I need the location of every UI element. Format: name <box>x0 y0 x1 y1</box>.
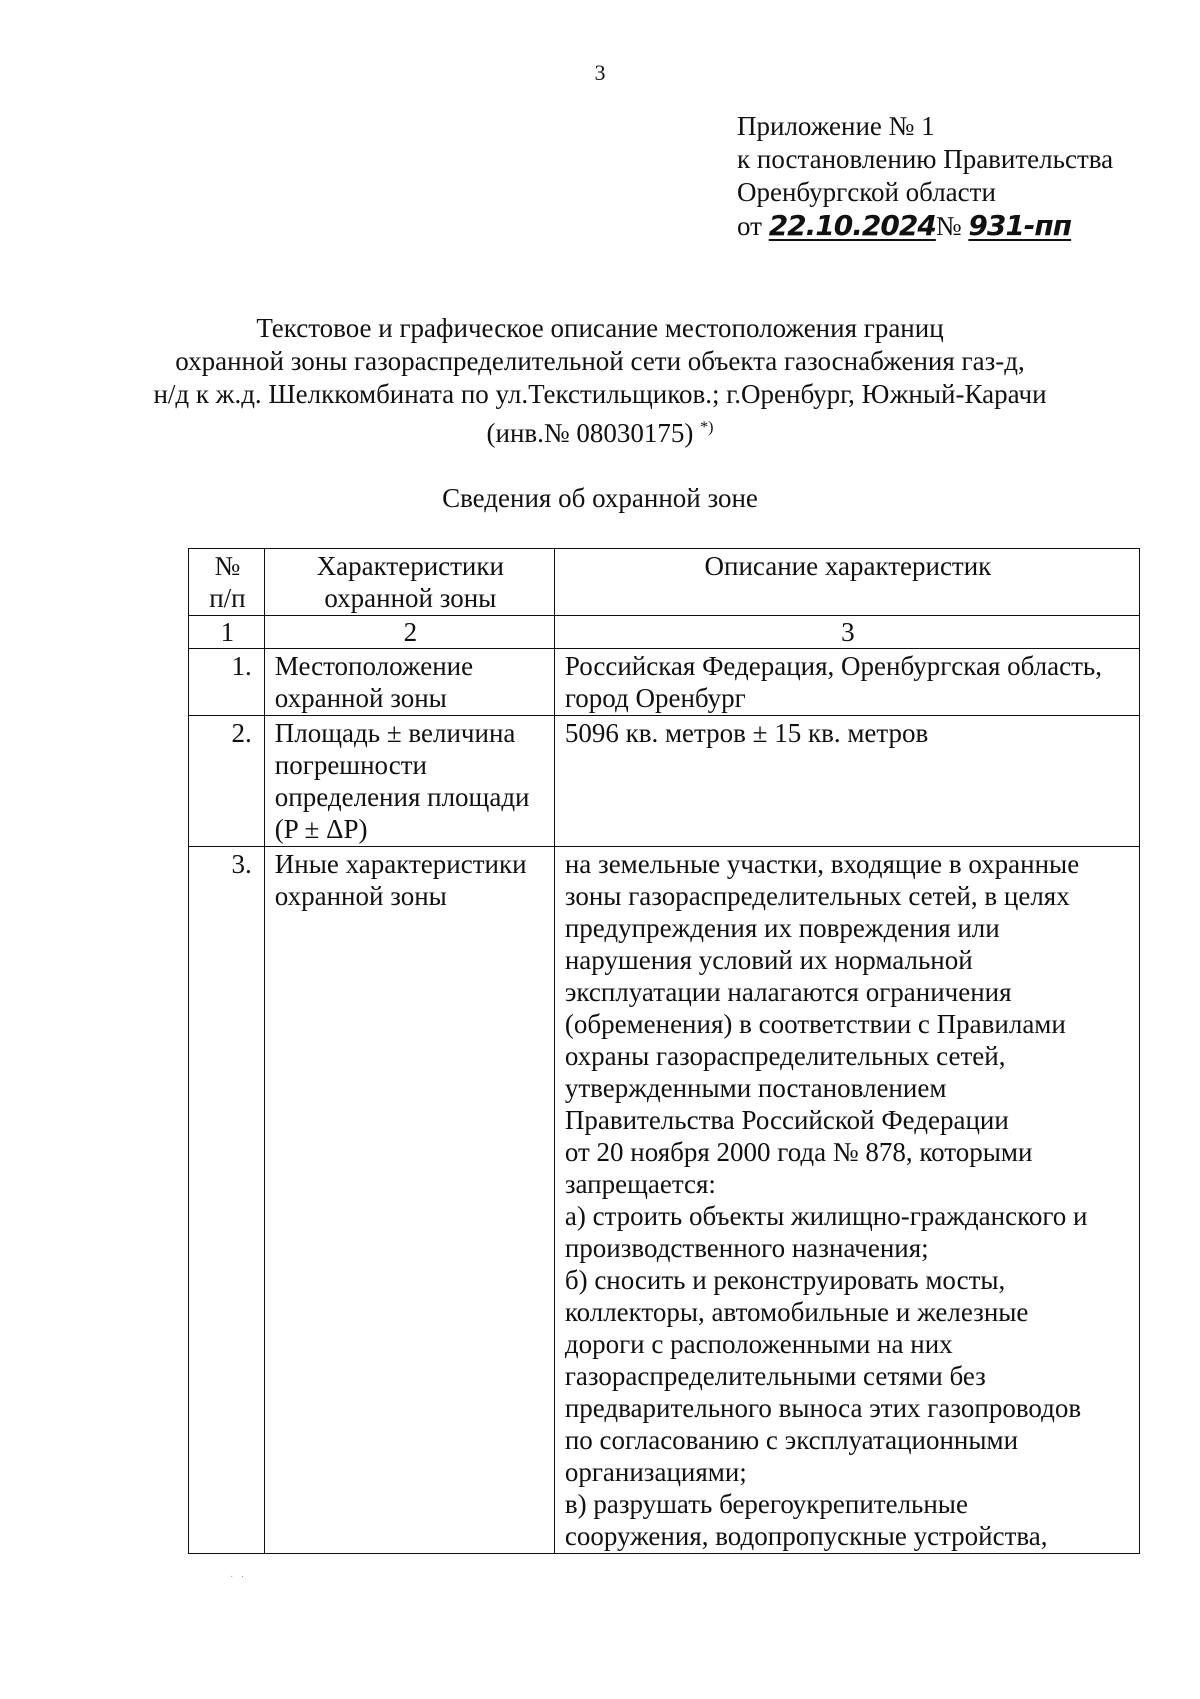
description-line: предварительного выноса этих газопроводов <box>564 1393 1082 1423</box>
row-description <box>554 649 1139 716</box>
description-line: газораспределительными сетями без <box>564 1361 986 1391</box>
description-line: дороги с расположенными на них <box>564 1329 953 1359</box>
document-title <box>0 312 1200 450</box>
column-number-3: 3 <box>554 616 1139 649</box>
title-line-4 <box>0 411 1200 450</box>
date-prefix: от <box>737 211 762 241</box>
table-row <box>189 716 1140 847</box>
row-characteristic <box>264 649 554 716</box>
description-line: утвержденными постановлением <box>564 1073 947 1103</box>
title-line-3: н/д к ж.д. Шелккомбината по ул.Текстильщиков.; г.Оренбург, Южный-Карачи <box>153 379 1047 409</box>
title-line-2: охранной зоны газораспределительной сети объекта газоснабжения газ-д, <box>175 346 1025 376</box>
appendix-date-line <box>737 209 1113 243</box>
description-line: а) строить объекты жилищно-гражданского и <box>564 1201 1088 1231</box>
description-line: Российская Федерация, Оренбургская область, <box>564 651 1102 681</box>
footnote-mark: *) <box>700 419 714 436</box>
description-line: зоны газораспределительных сетей, в целях <box>564 881 1070 911</box>
description-line: Правительства Российской Федерации <box>564 1105 1009 1135</box>
column-numbers-row <box>189 616 1140 649</box>
appendix-line-3: Оренбургской области <box>737 177 996 207</box>
appendix-block <box>737 110 1113 243</box>
section-subtitle: Сведения об охранной зоне <box>442 483 758 513</box>
description-line: эксплуатации налагаются ограничения <box>564 977 1012 1007</box>
title-line-1: Текстовое и графическое описание местоположения границ <box>256 313 944 343</box>
handwritten-date: 22.10.2024 <box>768 209 936 242</box>
description-line: запрещается: <box>564 1169 716 1199</box>
column-number-1: 1 <box>189 616 265 649</box>
characteristic-line: Иные характеристики <box>274 849 527 879</box>
row-number: 3. <box>189 847 265 1554</box>
characteristic-line: (P ± ΔP) <box>274 814 368 844</box>
header-characteristics-line-1: Характеристики <box>316 551 504 581</box>
description-line: город Оренбург <box>564 683 746 713</box>
characteristic-line: определения площади <box>274 782 530 812</box>
description-line: нарушения условий их нормальной <box>564 945 973 975</box>
description-line: организациями; <box>564 1457 747 1487</box>
scan-specks: · · <box>230 1572 245 1583</box>
description-line: предупреждения их повреждения или <box>564 913 1000 943</box>
description-line: (обременения) в соответствии с Правилами <box>564 1009 1066 1039</box>
description-line: в) разрушать берегоукрепительные <box>564 1489 968 1519</box>
characteristic-line: охранной зоны <box>274 881 447 911</box>
description-line: 5096 кв. метров ± 15 кв. метров <box>564 718 929 748</box>
characteristic-line: Местоположение <box>274 651 474 681</box>
characteristic-line: погрешности <box>274 750 427 780</box>
header-characteristics-line-2: охранной зоны <box>324 583 497 613</box>
row-description <box>554 847 1139 1554</box>
header-number <box>189 549 265 616</box>
row-number: 2. <box>189 716 265 847</box>
column-number-2: 2 <box>264 616 554 649</box>
row-number: 1. <box>189 649 265 716</box>
zone-table <box>188 548 1140 1554</box>
table-body <box>189 649 1140 1554</box>
row-description <box>554 716 1139 847</box>
header-number-line-1: № <box>214 551 241 581</box>
description-line: сооружения, водопропускные устройства, <box>564 1521 1048 1551</box>
characteristic-line: охранной зоны <box>274 683 447 713</box>
page-number: 3 <box>594 60 606 85</box>
handwritten-number: 931-пп <box>968 209 1072 242</box>
header-characteristics <box>264 549 554 616</box>
table-row <box>189 649 1140 716</box>
appendix-line-1: Приложение № 1 <box>737 111 935 141</box>
characteristic-line: Площадь ± величина <box>274 718 516 748</box>
description-line: производственного назначения; <box>564 1233 929 1263</box>
description-line: от 20 ноября 2000 года № 878, которыми <box>564 1137 1033 1167</box>
table-header-row <box>189 549 1140 616</box>
row-characteristic <box>264 716 554 847</box>
header-number-line-2: п/п <box>209 583 246 613</box>
description-line: охраны газораспределительных сетей, <box>564 1041 1006 1071</box>
description-line: коллекторы, автомобильные и железные <box>564 1297 1029 1327</box>
description-line: б) сносить и реконструировать мосты, <box>564 1265 1006 1295</box>
description-line: на земельные участки, входящие в охранные <box>564 849 1080 879</box>
number-sign: № <box>935 211 962 241</box>
appendix-line-2: к постановлению Правительства <box>737 144 1114 174</box>
row-characteristic <box>264 847 554 1554</box>
header-description: Описание характеристик <box>554 549 1139 616</box>
inventory-number: (инв.№ 08030175) <box>486 418 694 448</box>
table-row <box>189 847 1140 1554</box>
description-line: по согласованию с эксплуатационными <box>564 1425 1019 1455</box>
